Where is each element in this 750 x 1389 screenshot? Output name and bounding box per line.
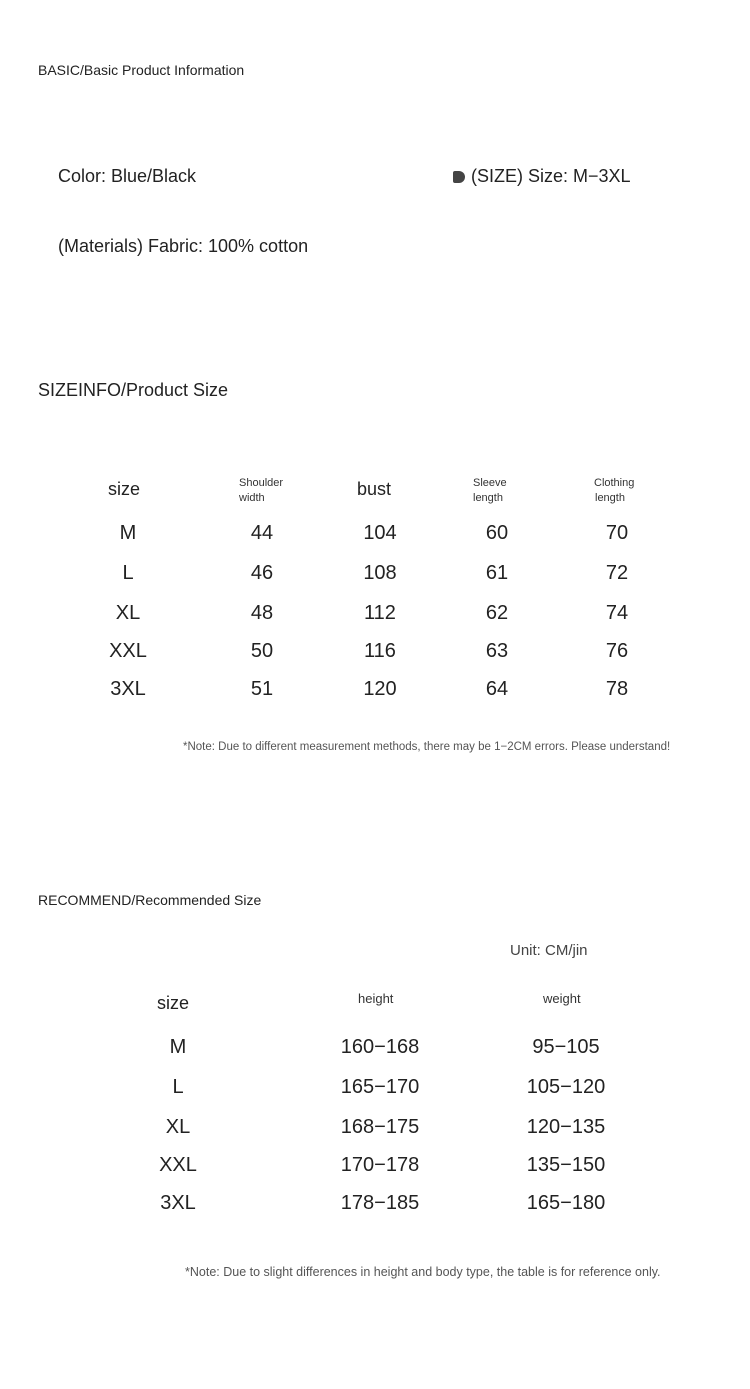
cell-length: 70 — [605, 522, 629, 544]
cell-weight: 95−105 — [532, 1036, 600, 1058]
cell-shoulder: 51 — [250, 678, 274, 700]
sizeinfo-section-title: SIZEINFO/Product Size — [38, 380, 229, 400]
cell-bust: 108 — [363, 562, 397, 584]
cell-size: XXL — [109, 640, 147, 662]
cell-weight: 105−120 — [526, 1076, 606, 1098]
col-header-clothing-line2: length — [595, 492, 625, 504]
cell-shoulder: 48 — [250, 602, 274, 624]
cell-bust: 104 — [363, 522, 397, 544]
cell-height: 165−170 — [340, 1076, 420, 1098]
cell-length: 74 — [605, 602, 629, 624]
cell-bust: 116 — [364, 640, 396, 662]
cell-length: 78 — [605, 678, 629, 700]
cell-bust: 112 — [364, 602, 396, 624]
col-header-bust: bust — [357, 479, 392, 499]
cell-sleeve: 64 — [485, 678, 509, 700]
col-header-shoulder-line1: Shoulder — [239, 477, 284, 489]
cell-height: 170−178 — [340, 1154, 420, 1176]
col-header-size: size — [157, 993, 190, 1013]
color-info: Color: Blue/Black — [58, 166, 197, 186]
col-header-sleeve-line2: length — [473, 492, 503, 504]
cell-weight: 120−135 — [526, 1116, 606, 1138]
cell-shoulder: 50 — [250, 640, 274, 662]
cell-size: M — [169, 1036, 187, 1058]
col-header-weight: weight — [543, 991, 581, 1006]
cell-shoulder: 44 — [250, 522, 274, 544]
col-header-shoulder — [239, 476, 309, 506]
cell-sleeve: 62 — [485, 602, 509, 624]
col-header-sleeve — [473, 476, 533, 506]
cell-bust: 120 — [363, 678, 397, 700]
cell-size: 3XL — [160, 1192, 196, 1214]
col-header-clothing — [594, 476, 664, 506]
cell-size: M — [119, 522, 137, 544]
cell-weight: 135−150 — [526, 1154, 606, 1176]
col-header-height: height — [358, 991, 394, 1006]
col-header-sleeve-line1: Sleeve — [473, 477, 507, 489]
cell-sleeve: 60 — [485, 522, 509, 544]
cell-height: 178−185 — [340, 1192, 420, 1214]
unit-label: Unit: CM/jin — [510, 942, 588, 959]
size-info-text: (SIZE) Size: M−3XL — [471, 166, 631, 186]
bullet-icon — [453, 171, 465, 183]
cell-size: L — [172, 1076, 184, 1098]
cell-height: 168−175 — [340, 1116, 420, 1138]
col-header-shoulder-line2: width — [239, 492, 265, 504]
cell-length: 76 — [605, 640, 629, 662]
fabric-info: (Materials) Fabric: 100% cotton — [58, 236, 309, 256]
cell-sleeve: 61 — [485, 562, 509, 584]
cell-size: XL — [165, 1116, 191, 1138]
cell-length: 72 — [605, 562, 629, 584]
cell-sleeve: 63 — [485, 640, 509, 662]
basic-section-title: BASIC/Basic Product Information — [38, 62, 245, 78]
recommend-section-title: RECOMMEND/Recommended Size — [38, 892, 262, 908]
cell-shoulder: 46 — [250, 562, 274, 584]
size-note: *Note: Due to different measurement methods, there may be 1−2CM errors. Please understand! — [183, 741, 671, 753]
size-info — [453, 166, 631, 187]
cell-size: XXL — [159, 1154, 197, 1176]
cell-size: L — [122, 562, 134, 584]
recommend-note: *Note: Due to slight differences in height and body type, the table is for reference only. — [185, 1265, 661, 1279]
cell-weight: 165−180 — [526, 1192, 606, 1214]
cell-height: 160−168 — [340, 1036, 420, 1058]
cell-size: 3XL — [110, 678, 146, 700]
col-header-clothing-line1: Clothing — [594, 477, 635, 489]
cell-size: XL — [115, 602, 141, 624]
col-header-size: size — [108, 479, 141, 499]
